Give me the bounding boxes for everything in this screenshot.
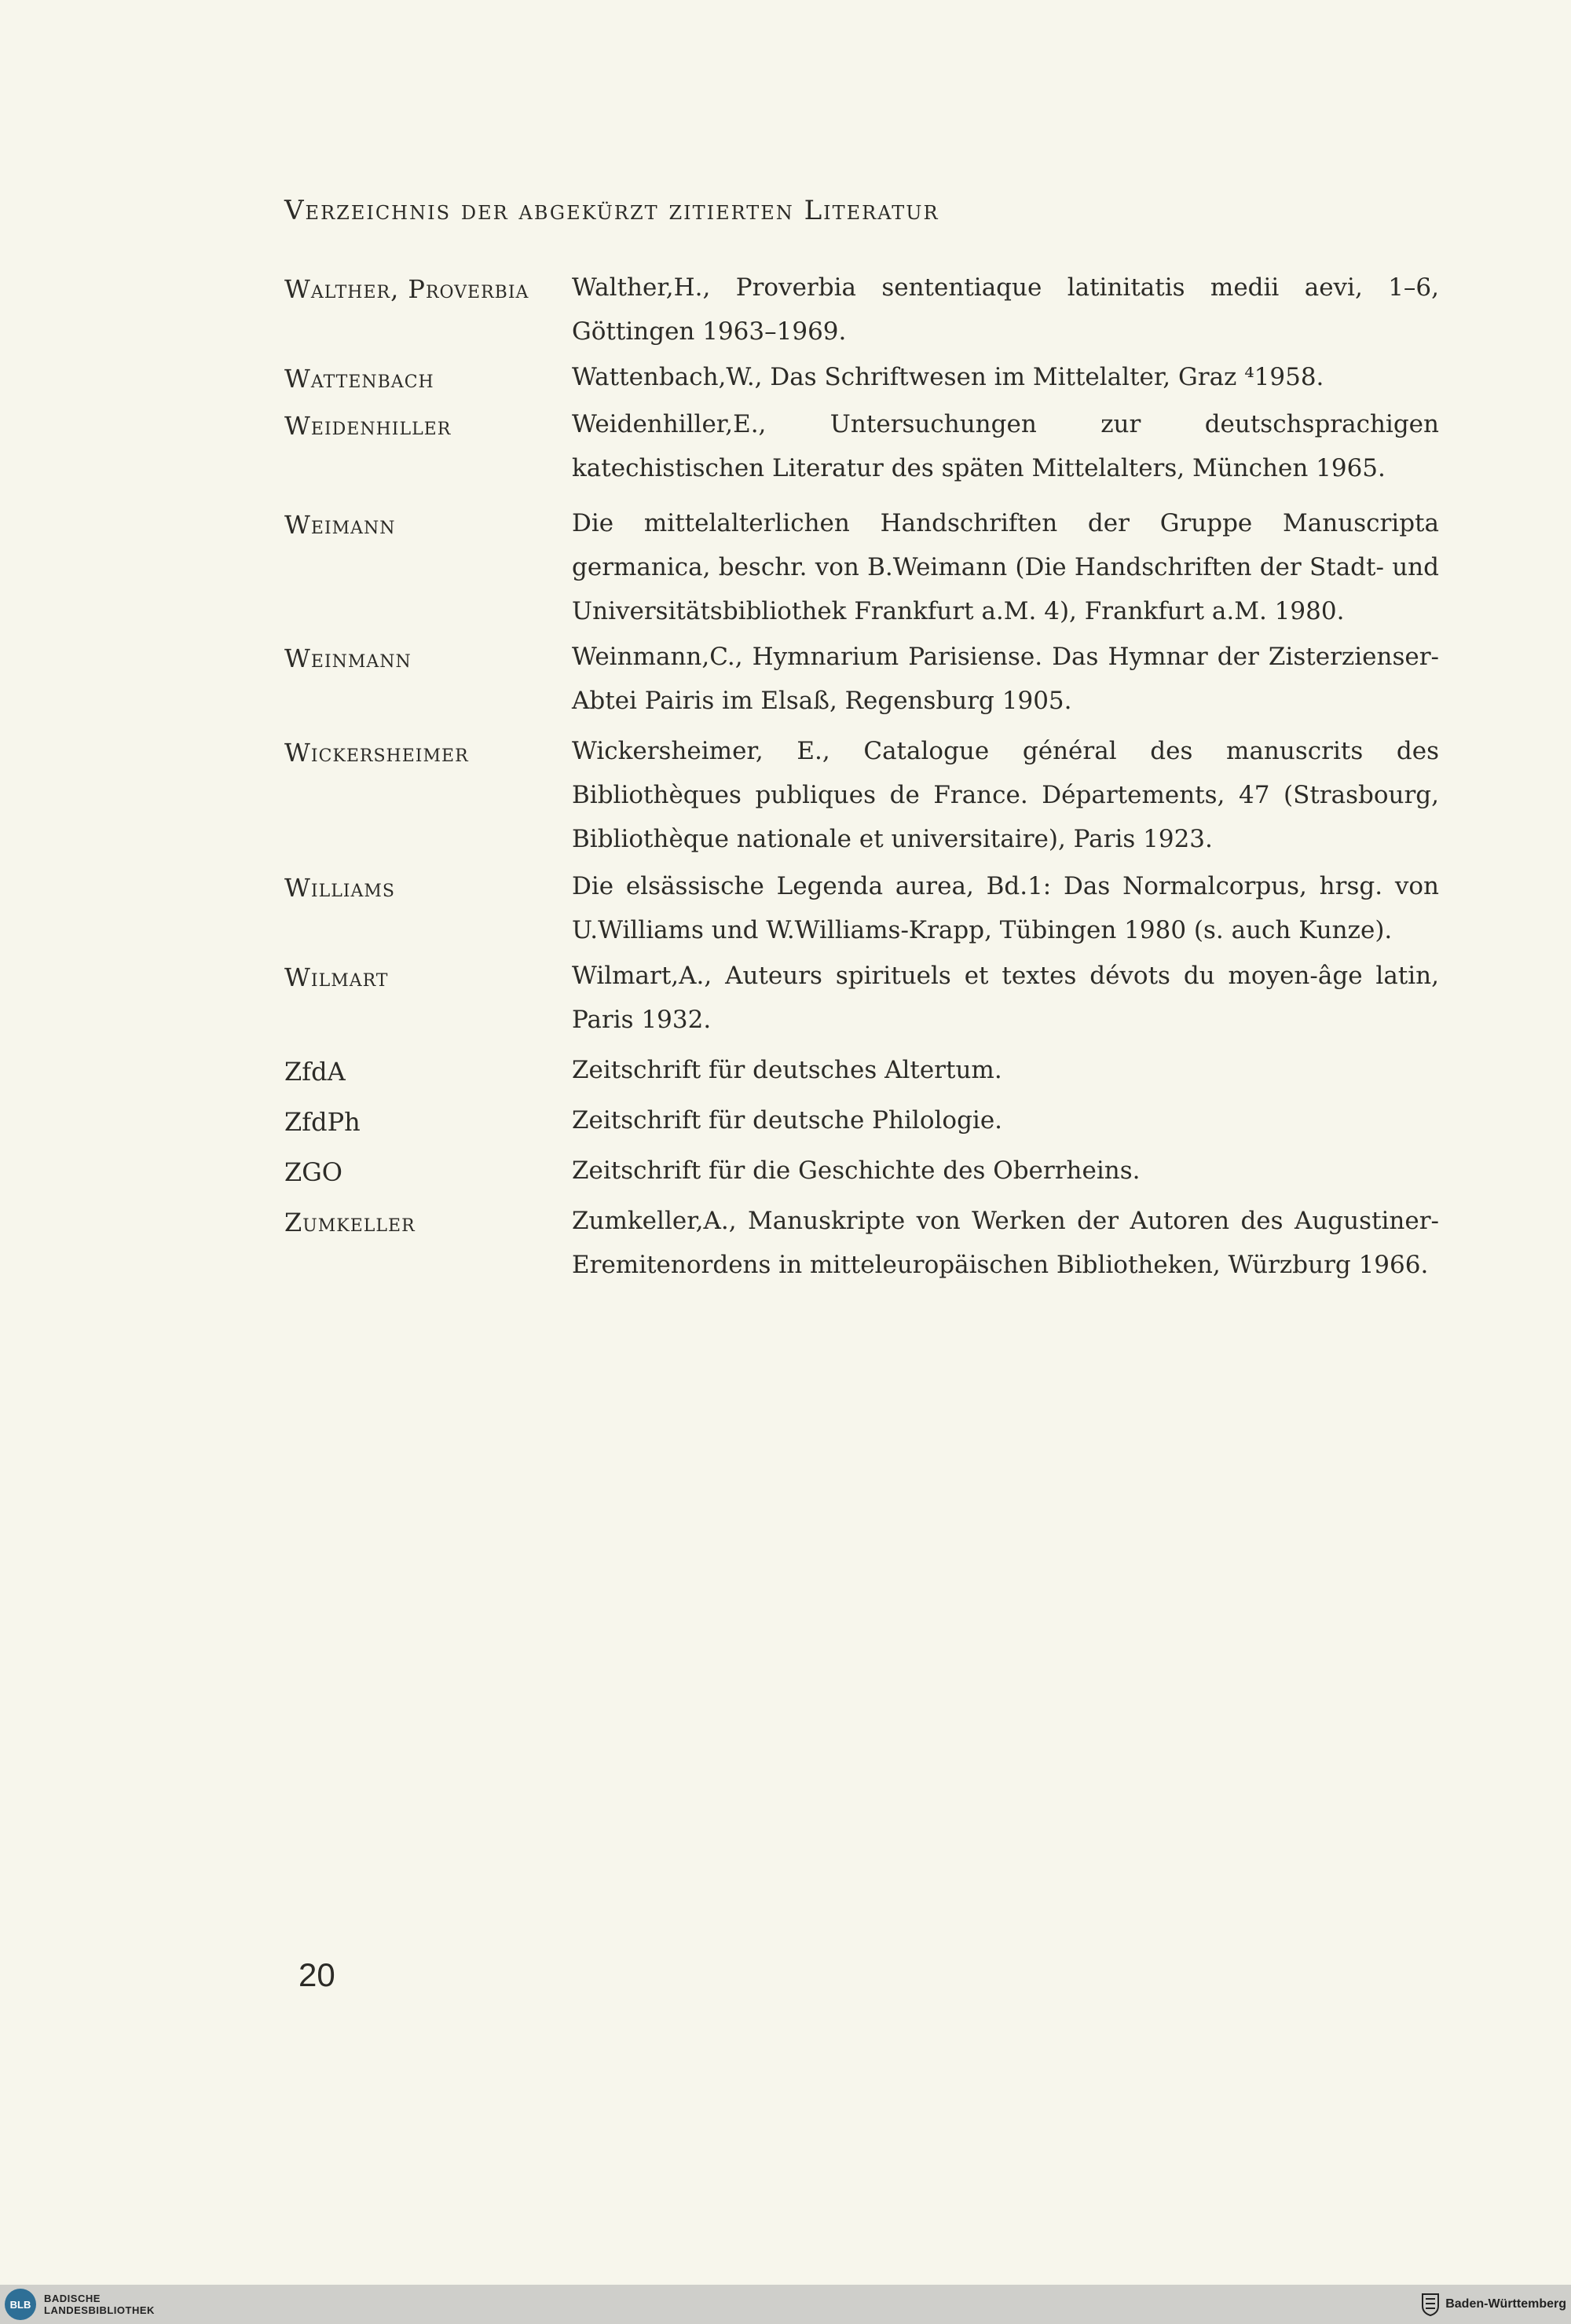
entry-abbreviation: ZfdPh <box>284 1107 361 1137</box>
entry-abbreviation: Wattenbach <box>284 364 434 394</box>
bibliography-entry <box>284 501 1439 635</box>
bibliography-entry <box>284 729 1439 864</box>
entry-reference: Walther,H., Proverbia sententiaque latinitatis medii aevi, 1–6, Göttingen 1963–1969. <box>572 273 1439 346</box>
entry-abbreviation: ZGO <box>284 1157 343 1187</box>
entry-abbreviation: Weidenhiller <box>284 411 452 441</box>
entry-reference: Die elsässische Legenda aurea, Bd.1: Das Normalcorpus, hrsg. von U.Williams und W.Williams-Krapp, Tübingen 1980 (s. auch Kunze). <box>572 872 1439 944</box>
entry-reference: Zeitschrift für die Geschichte des Oberrheins. <box>572 1157 1141 1185</box>
state-branding[interactable] <box>1420 2292 1566 2317</box>
library-branding[interactable] <box>5 2289 155 2320</box>
bibliography-entry <box>284 1199 1439 1288</box>
bibliography-entry <box>284 355 1439 402</box>
bibliography-entry <box>284 1048 1439 1098</box>
bibliography-entry <box>284 1149 1439 1199</box>
entry-reference: Zeitschrift für deutsches Altertum. <box>572 1056 1002 1084</box>
bibliography-entry <box>284 864 1439 954</box>
library-name-line2: LANDESBIBLIOTHEK <box>44 2304 155 2316</box>
state-name: Baden-Württemberg <box>1445 2297 1566 2311</box>
entry-abbreviation: Weinmann <box>284 643 412 673</box>
blb-logo-icon: BLB <box>5 2289 36 2320</box>
page-heading: Verzeichnis der abgekürzt zitierten Literatur <box>284 195 939 226</box>
entry-abbreviation: Wickersheimer <box>284 738 469 768</box>
entry-abbreviation: Williams <box>284 873 395 903</box>
bibliography-entry <box>284 635 1439 729</box>
page-number: 20 <box>298 1956 335 1993</box>
entry-reference: Wattenbach,W., Das Schriftwesen im Mittelalter, Graz ⁴1958. <box>572 363 1324 391</box>
entry-reference: Wickersheimer, E., Catalogue général des manuscrits des Bibliothèques publiques de France. Départements, 47 (Strasbourg, Bibliothèque nationale et universitaire), Paris 1923. <box>572 737 1439 853</box>
entry-reference: Zeitschrift für deutsche Philologie. <box>572 1106 1003 1135</box>
entry-reference: Zumkeller,A., Manuskripte von Werken der Autoren des Augustiner-Eremitenordens in mitteleuropäischen Bibliotheken, Würzburg 1966. <box>572 1207 1439 1279</box>
entry-abbreviation: ZfdA <box>284 1057 346 1087</box>
entry-abbreviation: Walther, Proverbia <box>284 274 529 304</box>
viewer-footer-bar <box>0 2285 1571 2324</box>
bibliography-entry <box>284 1098 1439 1149</box>
entry-reference: Weinmann,C., Hymnarium Parisiense. Das Hymnar der Zisterzienser-Abtei Pairis im Elsaß, Regensburg 1905. <box>572 643 1439 715</box>
library-name-line1: BADISCHE <box>44 2293 101 2304</box>
entry-reference: Wilmart,A., Auteurs spirituels et textes dévots du moyen-âge latin, Paris 1932. <box>572 962 1439 1034</box>
state-coat-of-arms-icon <box>1420 2292 1441 2317</box>
entry-abbreviation: Wilmart <box>284 962 389 992</box>
bibliography-entry <box>284 954 1439 1048</box>
bibliography-list <box>284 266 1439 1288</box>
library-name <box>44 2293 155 2316</box>
entry-reference: Weidenhiller,E., Untersuchungen zur deutschsprachigen katechistischen Literatur des späten Mittelalters, München 1965. <box>572 410 1439 482</box>
entry-abbreviation: Zumkeller <box>284 1208 416 1237</box>
entry-abbreviation: Weimann <box>284 510 396 540</box>
bibliography-entry <box>284 402 1439 501</box>
entry-reference: Die mittelalterlichen Handschriften der Gruppe Manuscripta germanica, beschr. von B.Weimann (Die Handschriften der Stadt- und Universitätsbibliothek Frankfurt a.M. 4), Frankfurt a.M. 1980. <box>572 509 1439 625</box>
bibliography-entry <box>284 266 1439 355</box>
